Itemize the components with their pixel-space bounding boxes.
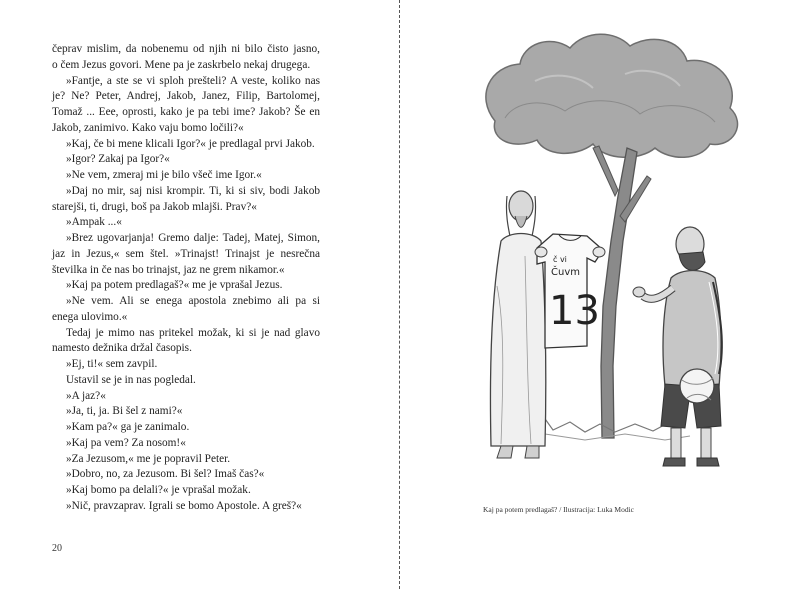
- text-line: »Kaj, če bi mene klicali Igor?« je predlagal prvi Jakob.: [66, 137, 315, 150]
- text-line: »Daj no mir, saj nisi krompir. Ti, ki si siv, bodi Jakob: [66, 184, 320, 197]
- left-page: [0, 0, 399, 589]
- text-line: »A jaz?«: [66, 389, 106, 402]
- text-line: »Igor? Zakaj pa Igor?«: [66, 153, 170, 166]
- text-line: je? Ne? Peter, Andrej, Jakob, Janez, Filip, Bartolomej,: [52, 90, 320, 103]
- text-line: »Nič, pravzaprav. Igrali se bomo Apostole. A greš?«: [66, 499, 302, 512]
- jersey-name: Čuvm: [551, 267, 580, 278]
- jesus-figure: [490, 191, 545, 458]
- body-text: [52, 42, 320, 515]
- text-line: namesto dežnika držal časopis.: [52, 342, 192, 355]
- text-line: »Fantje, a ste se vi sploh prešteli? A veste, koliko nas: [66, 74, 320, 87]
- text-line: starejši, ti, drugi, boš pa Jakob mlajši. Prav?«: [52, 200, 257, 213]
- text-line: »Ampak ...«: [66, 216, 122, 229]
- text-line: »Ja, ti, ja. Bi šel z nami?«: [66, 405, 183, 418]
- page-gutter: [399, 0, 400, 589]
- jersey-number: 13: [549, 288, 600, 334]
- text-line: jaz in Jezus,« sem štel. »Trinajst! Trinajst je nesrečna: [52, 247, 320, 260]
- text-line: »Ne vem. Ali se enega apostola znebimo ali pa si: [66, 295, 320, 307]
- text-line: »Za Jezusom,« me je popravil Peter.: [66, 452, 231, 465]
- text-line: »Dobro, no, za Jezusom. Bi šel? Imaš čas?«: [66, 468, 265, 481]
- text-line: »Kam pa?« ga je zanimalo.: [66, 421, 190, 433]
- text-line: številka in če nas bo trinajst, jaz ne grem nikamor.«: [52, 263, 285, 276]
- illustration-caption: Kaj pa potem predlagaš? / Ilustracija: Luka Modic: [483, 505, 634, 514]
- text-line: čeprav mislim, da nobenemu od njih ni bilo čisto jasno,: [52, 43, 320, 55]
- text-line: Tedaj je mimo nas pritekel možak, ki si je nad glavo: [66, 326, 320, 339]
- text-line: enega ulovimo.«: [52, 310, 128, 323]
- page-number: 20: [52, 543, 62, 554]
- text-line: »Ne vem, zmeraj mi je bilo všeč ime Igor.«: [66, 169, 262, 181]
- text-line: »Kaj pa vem? Za nosom!«: [66, 436, 186, 449]
- jersey: [535, 234, 605, 348]
- text-line: »Ej, ti!« sem zavpil.: [66, 358, 158, 370]
- text-line: »Kaj pa potem predlagaš?« me je vprašal Jezus.: [66, 279, 283, 292]
- jersey-prefix: č vi: [553, 255, 567, 264]
- text-line: »Brez ugovarjanja! Gremo dalje: Tadej, Matej, Simon,: [66, 232, 320, 244]
- tree-canopy: [486, 34, 738, 157]
- text-line: Tomaž ... Eee, oprosti, kako je pa tebi ime? Jakob? Še en: [52, 106, 320, 118]
- text-line: Ustavil se je in nas pogledal.: [66, 373, 196, 386]
- right-page: [401, 0, 800, 589]
- text-line: »Kaj bomo pa delali?« je vprašal možak.: [66, 484, 251, 496]
- bald-man-figure: [633, 227, 722, 466]
- text-line: o čem Jezus govori. Mene pa je zaskrbelo nekaj drugega.: [52, 58, 311, 71]
- text-line: Jakob, zanimivo. Kako vaju bomo ločili?«: [52, 121, 244, 134]
- illustration: [475, 26, 745, 496]
